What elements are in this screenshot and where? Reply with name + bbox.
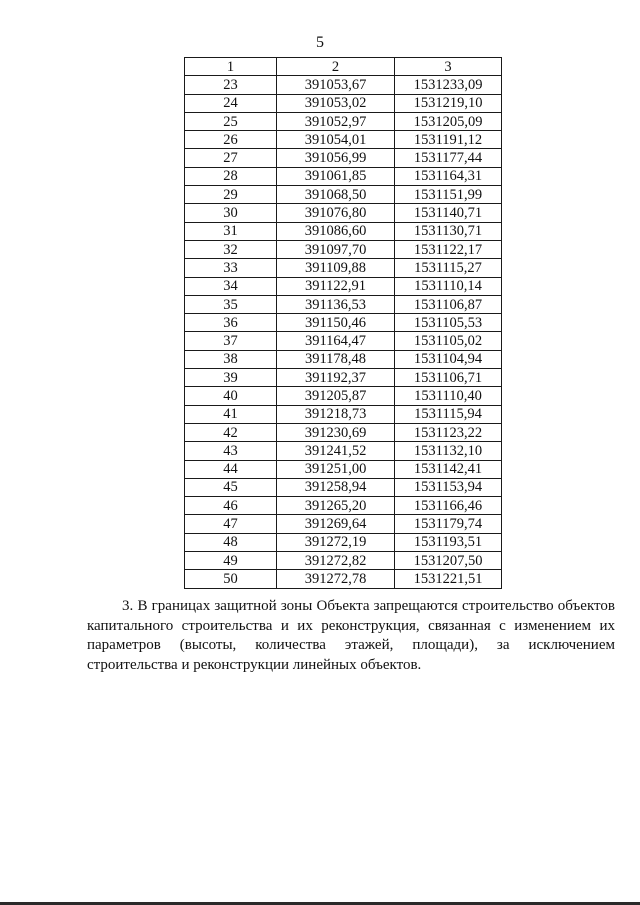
- y-coordinate-cell: 1531110,14: [395, 277, 502, 295]
- x-coordinate-cell: 391076,80: [277, 204, 395, 222]
- y-coordinate-cell: 1531140,71: [395, 204, 502, 222]
- x-coordinate-cell: 391109,88: [277, 259, 395, 277]
- point-number-cell: 47: [185, 515, 277, 533]
- point-number-cell: 30: [185, 204, 277, 222]
- point-number-cell: 35: [185, 295, 277, 313]
- point-number-cell: 48: [185, 533, 277, 551]
- y-coordinate-cell: 1531191,12: [395, 131, 502, 149]
- x-coordinate-cell: 391269,64: [277, 515, 395, 533]
- table-row: [185, 350, 502, 368]
- y-coordinate-cell: 1531142,41: [395, 460, 502, 478]
- point-number-cell: 31: [185, 222, 277, 240]
- table-row: [185, 222, 502, 240]
- table-row: [185, 112, 502, 130]
- x-coordinate-cell: 391218,73: [277, 405, 395, 423]
- point-number-cell: 33: [185, 259, 277, 277]
- y-coordinate-cell: 1531115,27: [395, 259, 502, 277]
- table-row: [185, 405, 502, 423]
- table-row: [185, 94, 502, 112]
- coordinates-table: [184, 57, 502, 589]
- y-coordinate-cell: 1531221,51: [395, 570, 502, 588]
- point-number-cell: 34: [185, 277, 277, 295]
- y-coordinate-cell: 1531130,71: [395, 222, 502, 240]
- point-number-cell: 38: [185, 350, 277, 368]
- point-number-cell: 43: [185, 442, 277, 460]
- point-number-cell: 44: [185, 460, 277, 478]
- table-row: [185, 240, 502, 258]
- column-header-x: 2: [277, 58, 395, 76]
- y-coordinate-cell: 1531164,31: [395, 167, 502, 185]
- x-coordinate-cell: 391097,70: [277, 240, 395, 258]
- point-number-cell: 45: [185, 478, 277, 496]
- table-row: [185, 149, 502, 167]
- table-row: [185, 533, 502, 551]
- x-coordinate-cell: 391251,00: [277, 460, 395, 478]
- y-coordinate-cell: 1531115,94: [395, 405, 502, 423]
- point-number-cell: 37: [185, 332, 277, 350]
- y-coordinate-cell: 1531207,50: [395, 552, 502, 570]
- point-number-cell: 25: [185, 112, 277, 130]
- x-coordinate-cell: 391086,60: [277, 222, 395, 240]
- y-coordinate-cell: 1531106,71: [395, 369, 502, 387]
- page-number: 5: [316, 34, 324, 51]
- x-coordinate-cell: 391052,97: [277, 112, 395, 130]
- y-coordinate-cell: 1531179,74: [395, 515, 502, 533]
- x-coordinate-cell: 391054,01: [277, 131, 395, 149]
- y-coordinate-cell: 1531104,94: [395, 350, 502, 368]
- x-coordinate-cell: 391053,67: [277, 76, 395, 94]
- x-coordinate-cell: 391164,47: [277, 332, 395, 350]
- point-number-cell: 26: [185, 131, 277, 149]
- y-coordinate-cell: 1531110,40: [395, 387, 502, 405]
- x-coordinate-cell: 391136,53: [277, 295, 395, 313]
- column-header-point: 1: [185, 58, 277, 76]
- x-coordinate-cell: 391230,69: [277, 423, 395, 441]
- point-number-cell: 40: [185, 387, 277, 405]
- table-row: [185, 423, 502, 441]
- x-coordinate-cell: 391150,46: [277, 314, 395, 332]
- table-row: [185, 277, 502, 295]
- y-coordinate-cell: 1531153,94: [395, 478, 502, 496]
- x-coordinate-cell: 391272,82: [277, 552, 395, 570]
- point-number-cell: 28: [185, 167, 277, 185]
- table-row: [185, 460, 502, 478]
- table-header-row: [185, 58, 502, 76]
- point-number-cell: 46: [185, 497, 277, 515]
- point-number-cell: 36: [185, 314, 277, 332]
- x-coordinate-cell: 391068,50: [277, 186, 395, 204]
- y-coordinate-cell: 1531151,99: [395, 186, 502, 204]
- table-row: [185, 442, 502, 460]
- point-number-cell: 49: [185, 552, 277, 570]
- x-coordinate-cell: 391205,87: [277, 387, 395, 405]
- table-row: [185, 570, 502, 588]
- table-row: [185, 167, 502, 185]
- point-number-cell: 50: [185, 570, 277, 588]
- y-coordinate-cell: 1531106,87: [395, 295, 502, 313]
- x-coordinate-cell: 391265,20: [277, 497, 395, 515]
- y-coordinate-cell: 1531132,10: [395, 442, 502, 460]
- table-row: [185, 387, 502, 405]
- x-coordinate-cell: 391192,37: [277, 369, 395, 387]
- point-number-cell: 24: [185, 94, 277, 112]
- y-coordinate-cell: 1531193,51: [395, 533, 502, 551]
- point-number-cell: 42: [185, 423, 277, 441]
- x-coordinate-cell: 391056,99: [277, 149, 395, 167]
- x-coordinate-cell: 391053,02: [277, 94, 395, 112]
- y-coordinate-cell: 1531233,09: [395, 76, 502, 94]
- table-row: [185, 186, 502, 204]
- x-coordinate-cell: 391122,91: [277, 277, 395, 295]
- point-number-cell: 32: [185, 240, 277, 258]
- column-header-y: 3: [395, 58, 502, 76]
- table-row: [185, 369, 502, 387]
- point-number-cell: 29: [185, 186, 277, 204]
- table-row: [185, 515, 502, 533]
- table-row: [185, 497, 502, 515]
- point-number-cell: 27: [185, 149, 277, 167]
- y-coordinate-cell: 1531166,46: [395, 497, 502, 515]
- y-coordinate-cell: 1531219,10: [395, 94, 502, 112]
- x-coordinate-cell: 391272,19: [277, 533, 395, 551]
- x-coordinate-cell: 391178,48: [277, 350, 395, 368]
- table-row: [185, 131, 502, 149]
- table-row: [185, 552, 502, 570]
- table-row: [185, 259, 502, 277]
- table-row: [185, 76, 502, 94]
- table-body: [185, 76, 502, 588]
- point-number-cell: 39: [185, 369, 277, 387]
- x-coordinate-cell: 391258,94: [277, 478, 395, 496]
- y-coordinate-cell: 1531177,44: [395, 149, 502, 167]
- table-row: [185, 332, 502, 350]
- y-coordinate-cell: 1531122,17: [395, 240, 502, 258]
- point-number-cell: 41: [185, 405, 277, 423]
- x-coordinate-cell: 391241,52: [277, 442, 395, 460]
- y-coordinate-cell: 1531123,22: [395, 423, 502, 441]
- y-coordinate-cell: 1531105,02: [395, 332, 502, 350]
- table-row: [185, 295, 502, 313]
- table-row: [185, 314, 502, 332]
- x-coordinate-cell: 391061,85: [277, 167, 395, 185]
- y-coordinate-cell: 1531205,09: [395, 112, 502, 130]
- paragraph-restrictions: 3. В границах защитной зоны Объекта запрещаются строительство объектов капитального строительства и их реконструкция, связанная с изменением их параметров (высоты, количества этажей, площади), за исключением строительства и реконструкции линейных объектов.: [87, 598, 615, 673]
- y-coordinate-cell: 1531105,53: [395, 314, 502, 332]
- x-coordinate-cell: 391272,78: [277, 570, 395, 588]
- table-row: [185, 478, 502, 496]
- point-number-cell: 23: [185, 76, 277, 94]
- table-row: [185, 204, 502, 222]
